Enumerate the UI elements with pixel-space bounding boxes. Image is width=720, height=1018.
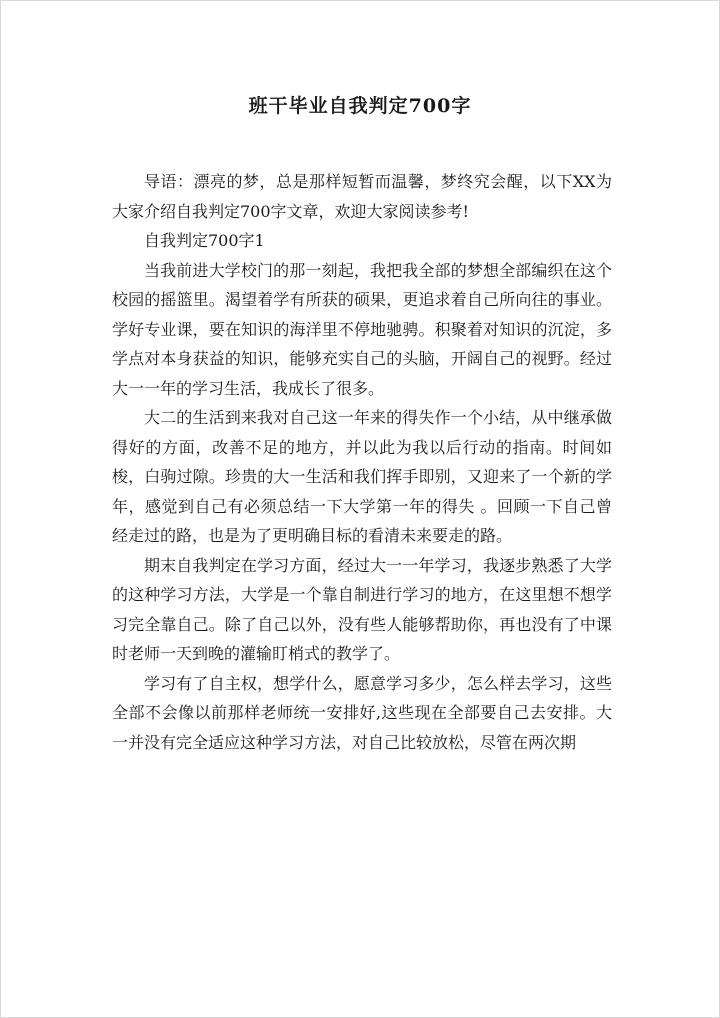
intro-paragraph: 导语：漂亮的梦，总是那样短暂而温馨，梦终究会醒，以下XX为大家介绍自我判定700字文章，欢迎大家阅读参考! bbox=[112, 172, 612, 221]
body-paragraph: 大二的生活到来我对自己这一年来的得失作一个小结，从中继承做得好的方面，改善不足的地方，并以此为我以后行动的指南。时间如梭，白驹过隙。珍贵的大一生活和我们挥手即别，又迎来了一个新的学年，感觉到自己有必须总结一下大学第一年的得失 。回顾一下自己曾经走过的路，也是为了更明确目标的看清未来要走的路。 bbox=[112, 408, 612, 545]
document-body bbox=[112, 167, 612, 757]
body-paragraph: 期末自我判定在学习方面，经过大一一年学习，我逐步熟悉了大学的这种学习方法，大学是一个靠自制进行学习的地方，在这里想不想学习完全靠自己。除了自己以外，没有些人能够帮助你，再也没有了中课时老师一天到晚的灌输盯梢式的教学了。 bbox=[112, 555, 612, 663]
body-paragraph: 当我前进大学校门的那一刻起，我把我全部的梦想全部编织在这个校园的摇篮里。渴望着学有所获的硕果，更追求着自己所向往的事业。学好专业课，要在知识的海洋里不停地驰骋。积聚着对知识的沉淀，多学点对本身获益的知识，能够充实自己的头脑，开阔自己的视野。经过大一一年的学习生活，我成长了很多。 bbox=[112, 260, 612, 398]
document-title: 班干毕业自我判定700字 bbox=[248, 95, 472, 117]
body-paragraph: 学习有了自主权，想学什么，愿意学习多少，怎么样去学习，这些全部不会像以前那样老师统一安排好,这些现在全部要自己去安排。大一并没有完全适应这种学习方法，对自己比较放松，尽管在两次期 bbox=[112, 673, 612, 752]
section-heading: 自我判定700字1 bbox=[144, 231, 265, 250]
